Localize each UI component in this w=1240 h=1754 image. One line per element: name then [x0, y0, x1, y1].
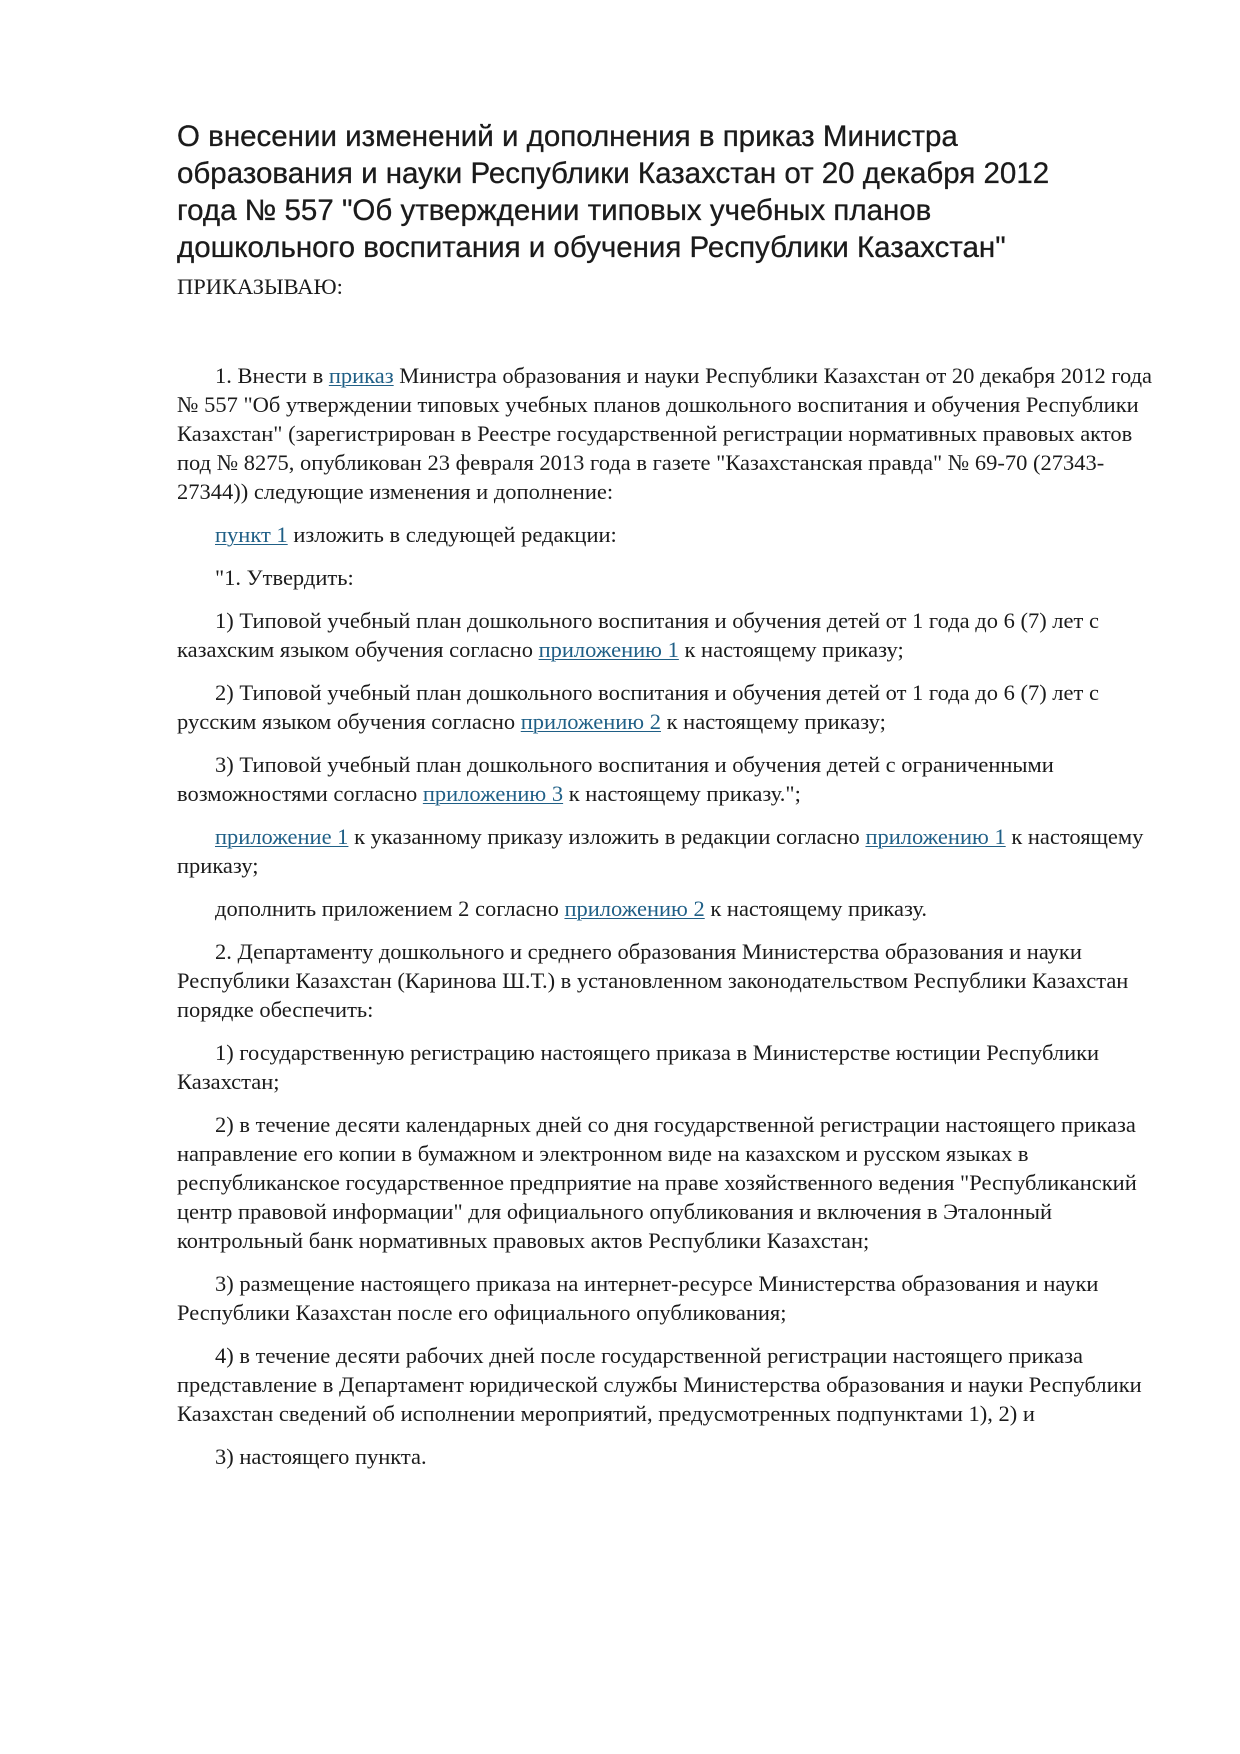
document-page	[177, 118, 1157, 1485]
paragraph-7	[177, 822, 1157, 880]
paragraph-3: "1. Утвердить:	[215, 565, 354, 590]
paragraph-text: к настоящему приказу;	[678, 637, 904, 662]
paragraph-11: 2) в течение десяти календарных дней со дня государственной регистрации настоящего приказа направление его копии в бумажном и электронном виде на казахском и русском языках в республиканское государственное предприятие на праве хозяйственного ведения "Республиканский центр правовой информации" для официального опубликования и включения в Эталонный контрольный банк нормативных правовых актов Республики Казахстан;	[177, 1112, 1137, 1253]
title-line-3: года № 557 "Об утверждении типовых учебных планов	[177, 194, 932, 227]
appendix-3-link[interactable]: приложению 3	[422, 781, 564, 806]
paragraph-text: к настоящему приказу;	[661, 709, 886, 734]
title-line-1: О внесении изменений и дополнения в приказ Министра	[177, 120, 958, 153]
order-link[interactable]: приказ	[328, 363, 394, 388]
paragraph-text: Министра образования и науки Республики Казахстан от 20 декабря 2012 года № 557 "Об утверждении типовых учебных планов дошкольного воспитания и обучения Республики Казахстан" (зарегистрирован в Реестре государственной регистрации нормативных правовых актов под № 8275, опубликован 23 февраля 2013 года в газете "Казахстанская правда" № 69-70 (27343-27344)) следующие изменения и дополнение:	[177, 363, 1153, 504]
paragraph-text: к настоящему приказу.";	[563, 781, 801, 806]
paragraph-1	[177, 361, 1157, 506]
paragraph-text: к настоящему приказу;	[177, 824, 1144, 878]
paragraph-text: 1) Типовой учебный план дошкольного воспитания и обучения детей от 1 года до 6 (7) лет с казахским языком обучения согласно	[177, 608, 1099, 662]
point-1-link[interactable]: пункт 1	[215, 522, 288, 547]
appendix-1-link[interactable]: приложению 1	[865, 824, 1006, 849]
title-line-2: образования и науки Республики Казахстан от 20 декабря 2012	[177, 157, 1050, 190]
paragraph-9: 2. Департаменту дошкольного и среднего образования Министерства образования и науки Республики Казахстан (Каринова Ш.Т.) в установленном законодательством Республики Казахстан порядке обеспечить:	[177, 939, 1129, 1022]
appendix-2-link[interactable]: приложению 2	[564, 896, 705, 921]
paragraph-2	[177, 520, 1157, 549]
paragraph-14: 3) настоящего пункта.	[215, 1444, 427, 1469]
paragraph-12: 3) размещение настоящего приказа на интернет-ресурсе Министерства образования и науки Республики Казахстан после его официального опубликования;	[177, 1271, 1099, 1325]
paragraph-5	[177, 678, 1157, 736]
paragraph-text: 2) Типовой учебный план дошкольного воспитания и обучения детей от 1 года до 6 (7) лет с русским языком обучения согласно	[177, 680, 1099, 734]
attachment-1-link[interactable]: приложение 1	[215, 824, 349, 849]
document-title	[177, 118, 1157, 266]
paragraph-text: дополнить приложением 2 согласно	[215, 896, 565, 921]
appendix-1-link[interactable]: приложению 1	[538, 637, 679, 662]
paragraph-13: 4) в течение десяти рабочих дней после государственной регистрации настоящего приказа представление в Департамент юридической службы Министерства образования и науки Республики Казахстан сведений об исполнении мероприятий, предусмотренных подпунктами 1), 2) и	[177, 1343, 1142, 1426]
paragraph-6	[177, 750, 1157, 808]
paragraph-4	[177, 606, 1157, 664]
appendix-2-link[interactable]: приложению 2	[520, 709, 661, 734]
paragraph-text: к указанному приказу изложить в редакции согласно	[348, 824, 866, 849]
paragraph-text: изложить в следующей редакции:	[287, 522, 617, 547]
paragraph-text: к настоящему приказу.	[704, 896, 927, 921]
paragraph-10: 1) государственную регистрацию настоящего приказа в Министерстве юстиции Республики Казахстан;	[177, 1040, 1100, 1094]
order-word: ПРИКАЗЫВАЮ:	[177, 274, 343, 299]
paragraph-text: 3) Типовой учебный план дошкольного воспитания и обучения детей с ограниченными возможностями согласно	[177, 752, 1054, 806]
paragraph-8	[177, 894, 1157, 923]
title-line-4: дошкольного воспитания и обучения Республики Казахстан"	[177, 231, 1006, 264]
paragraph-text: 1. Внести в	[215, 363, 329, 388]
